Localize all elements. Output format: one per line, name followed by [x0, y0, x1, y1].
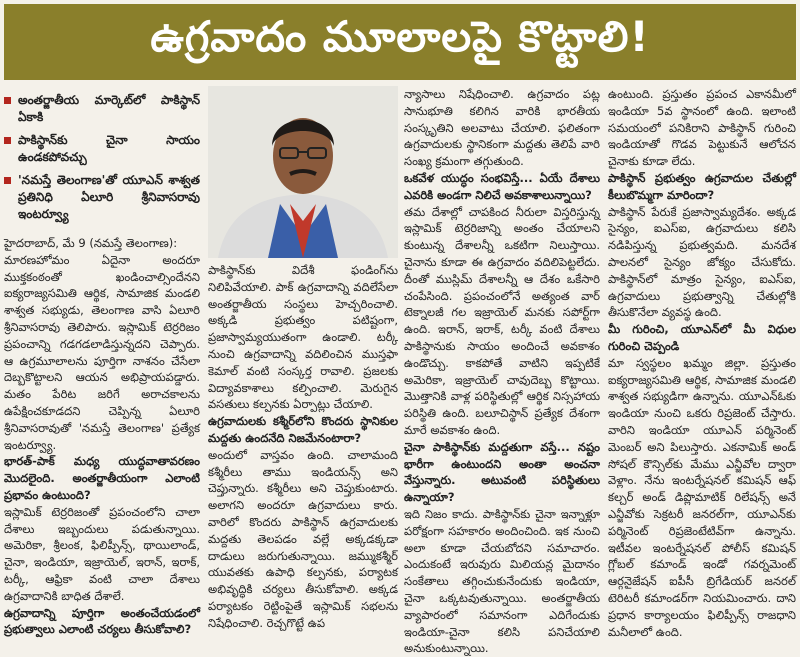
- article-paragraph: న్యాసాలు నిషేధించాలి. ఉగ్రవాదం పట్ల సానుభూతి కలిగిన వారికి భారతీయ సంస్కృతిని అలవాటు చేయాలి. ఫలితంగా ఉగ్రవాదులకు స్థానికంగా మద్దతు తెలిపే వారి సంఖ్య క్రమంగా తగ్గుతుంది.: [404, 87, 600, 169]
- highlight-item: [4, 172, 200, 223]
- interview-question: చైనా పాకిస్థాన్‌కు మద్దతుగా వస్తే... నష్టం భారీగా ఉంటుందని అంతా అంచనా వేస్తున్నారు. అటువంటి పరిస్థితులు ఉన్నాయా?: [404, 439, 600, 505]
- interview-question: మీ గురించి, యూఎన్‌లో మీ విధుల గురించి చెప్పండి: [608, 322, 796, 353]
- interview-question: పాకిస్థాన్ ప్రభుత్వం ఉగ్రవాదుల చేతుల్లో కీలుబొమ్మగా మారిందా?: [608, 170, 796, 202]
- highlight-text: 'నమస్తే తెలంగాణ'తో యూఎన్ శాశ్వత ప్రతినిధి ఏలూరి శ్రీనివాసరావు ఇంటర్వ్యూ: [18, 173, 200, 221]
- article-paragraph: ఇది నిజం కాదు. పాకిస్థాన్‌కు చైనా ఇన్నాళ్లూ పరోక్షంగా సహకారం అందించింది. ఇక నుంచి అలా కూడా చేయబోదని సమాచారం. ఎందుకంటే ఇరువురు మిలియన్ల మైదానం సంకేతాలు తగ్గించుకునేందుకు ఇండియా, చైనా ఒక్కటవుతున్నాయి. అంతర్జాతీయ వ్యాపారంలో సమానంగా ఎదిగేందుకు ఇండియా-చైనా కలిసి పనిచేయాలి అనుకుంటున్నాయి.: [404, 506, 600, 656]
- highlights-box: [4, 86, 200, 235]
- highlight-text: పాకిస్థాన్‌కు చైనా సాయం ఉండకపోవచ్చు: [18, 133, 200, 164]
- bullet-icon: [4, 97, 11, 104]
- highlight-item: [4, 92, 200, 126]
- highlight-item: [4, 132, 200, 166]
- article-paragraph: పాకిస్థాన్ పేరుకే ప్రజాస్వామ్యదేశం. అక్కడ సైన్యం, ఐఎస్ఐ, ఉగ్రవాదులు కలిసి నడిపిస్తున్న ప్రభుత్వమది. మనదేశ పాలనలో సైన్యం జోక్యం చేసుకోదు. పాకిస్థాన్‌లో మాత్రం సైన్యం, ఐఎస్ఐ, ఉగ్రవాదులు ప్రభుత్వాన్ని చేతుల్లోకి తీసుకొనేలా వ్యవస్థ ఉంది.: [608, 204, 796, 320]
- highlight-text: అంతర్జాతీయ మార్కెట్‌లో పాకిస్థాన్ ఏకాకి: [18, 93, 200, 124]
- article-paragraph: మా స్వస్థలం ఖమ్మం జిల్లా. ప్రస్తుతం ఐక్యరాజ్యసమితి ఆర్థిక, సామాజిక మండలి శాశ్వత సభ్యుడిగా ఉన్నాను. యూఎన్‌ఓకు ఇండియా నుంచి ఒకరు రిప్రజెంట్ చేస్తారు. వారిని ఇండియా యూఎన్ పర్మినెంట్ మెంబర్ అని పిలుస్తారు. ఎకనామిక్ అండ్ సోషల్ కౌన్సిల్‌కు మేము ఎన్జీవోల ద్వారా వెళ్లాం. నేను ఇంటర్నేషనల్ కమిషన్ ఆఫ్ కల్చర్ అండ్ డిప్లొమాటిక్ రిలేషన్స్ అనే ఎన్జీవోకు సెక్రటరీ జనరల్‌గా, యూఎన్‌కు పర్మినెంట్ రిప్రజెంటేటివ్‌గా ఉన్నాను. ఇటీవల ఇంటర్నేషనల్ పోలీస్ కమిషన్ గ్లోబల్ కమాండ్ ఇండో గవర్నమెంట్ ఆర్గనైజేషన్ ఐపీసీ బ్రిగేడియర్ జనరల్ టెరిటరీ కమాండర్‌గా నియమించారు. దాని ప్రధాన కార్యాలయం ఫిలిప్పీన్స్ రాజధాని మనీలాలో ఉంది.: [608, 355, 796, 639]
- article-paragraph: తమ దేశాల్లో చాపకింద నీరులా విస్తరిస్తున్న ఇస్లామిక్ టెర్రరిజాన్ని అంతం చేయాలని కుంటున్న దేశాలన్నీ ఒకటిగా నిలుస్తాయి. చైనాను కూడా ఈ ఉగ్రవాదం వదిలిపెట్టలేదు. దీంతో ముస్లిమ్ దేశాలన్నీ ఆ దేశం ఒకేసారి చంపేసింది. ప్రపంచంలోనే అత్యంత వార్ టెక్నాలజీ గల ఇజ్రాయెల్ మనకు సపోర్ట్‌గా ఉంది. ఇరాన్, ఇరాక్, టర్కీ వంటి దేశాలు పాకిస్థానుకు సాయం అందించే అవకాశం ఉండొచ్చు. కాకపోతే వాటిని ఇప్పటికే అమెరికా, ఇజ్రాయెల్ చావుదెబ్బ కొట్టాయి. మొత్తానికి వాళ్ల పరిస్థితుల్లో ఆర్థిక నిస్సహాయ పరిస్థితి ఉంది. బలూచిస్థాన్ ప్రత్యేక దేశంగా మారే అవకాశం ఉంది.: [404, 204, 600, 437]
- bullet-icon: [4, 177, 11, 184]
- column-4: [608, 86, 796, 639]
- article-paragraph: ఇస్లామిక్ టెర్రరిజంతో ప్రపంచంలోని చాలా దేశాలు ఇబ్బందులు పడుతున్నాయి. అమెరికా, శ్రీలంక, ఫిలిప్పీన్స్, థాయిలాండ్, చైనా, ఇండియా, ఇజ్రాయెల్, ఇరాన్, ఇరాక్, టర్కీ, ఆఫ్రికా వంటి చాలా దేశాలు ఉగ్రవాదానికి బాధిత దేశాలే.: [4, 504, 200, 603]
- article-paragraph: పాకిస్థాన్‌కు విదేశీ ఫండింగ్‌ను నిలిపివేయాలి. పాక్ ఉగ్రవాదాన్ని వదిలేసేలా అంతర్జాతీయ సంస్థలు హెచ్చరించాలి. అక్కడి ప్రభుత్వం పటిష్టంగా, ప్రజాస్వామ్యయుతంగా ఉండాలి. టర్కీ నుంచి ఉగ్రవాదాన్ని వదిలించిన ముస్తఫా కెమాల్ వంటి సంస్కర్త రావాలి. ప్రజలకు విద్యావకాశాలు కల్పించాలి. మెరుగైన వసతులు కల్పనకు ఏర్పాట్లు చేయాలి.: [208, 263, 398, 412]
- interview-question: ఉగ్రవాదులకు కశ్మీర్‌లోని కొందరు స్థానికుల మద్దతు ఉందనేది నిజమేనంటారా?: [208, 414, 398, 445]
- dateline: హైదరాబాద్, మే 9 (నమస్తే తెలంగాణ):: [4, 236, 178, 250]
- article-paragraph: అందులో వాస్తవం ఉంది. చాలామంది కశ్మీరీలు తాము ఇండియన్స్ అని చెప్తున్నారు. కశ్మీరీలు అని చెప్తుకుంటారు. అలాగని అందరూ ఉగ్రవాదులు కారు. వారిలో కొందరు పాకిస్థాన్ ఉగ్రవాదులకు మద్దతు తెలపడం వల్లే అక్కడక్కడా దాడులు జరుగుతున్నాయి. జమ్ముకశ్మీర్ యువతకు ఉపాధి కల్పనకు, పర్యాటక అభివృద్ధికి చర్యలు తీసుకోవాలి. అక్కడ పర్యాటకం రెట్టింపైతే ఇస్లామిక్ సభలను నిషేధించాలి. రెచ్చగొట్టే ఉప: [208, 447, 398, 630]
- interview-question: ఉగ్రవాదాన్ని పూర్తిగా అంతంచేయడంలో ప్రభుత్వాలు ఎలాంటి చర్యలు తీసుకోవాలి?: [4, 605, 200, 637]
- column-2: [208, 86, 398, 630]
- portrait-photo: [208, 86, 398, 258]
- interview-question: భారత్-పాక్ మధ్య యుద్ధవాతావరణం మొదలైంది. అంతర్జాతీయంగా ఎలాంటి ప్రభావం ఉంటుంది?: [4, 454, 200, 502]
- headline-banner: [4, 4, 796, 80]
- article-paragraph: ఉంటుంది. ప్రస్తుతం ప్రపంచ ఎకానమీలో ఇండియా 5వ స్థానంలో ఉంది. ఇలాంటి సమయంలో పనికిరాని పాకిస్థాన్ గురించి ఇండియాతో గొడవ పెట్టుకునే ఆలోచన చైనాకు కూడా లేదు.: [608, 87, 796, 169]
- column-1: [4, 86, 200, 637]
- interview-question: ఒకవేళ యుద్ధం సంభవిస్తే... ఏయే దేశాలు ఎవరికి అండగా నిలిచే అవకాశాలున్నాయి?: [404, 170, 600, 202]
- column-3: [404, 86, 600, 656]
- bullet-icon: [4, 137, 11, 144]
- headline-text: ఉగ్రవాదం మూలాలపై కొట్టాలి!: [150, 12, 650, 61]
- article-paragraph: మారణహోమం ఏదైనా అందరూ ముక్తకంఠంతో ఖండించాల్సిందేనని ఐక్యరాజ్యసమితి ఆర్థిక, సామాజిక మండలి శాశ్వత సభ్యుడు, తెలంగాణ వాసి ఏలూరి శ్రీనివాసరావు తెలిపారు. ఇస్లామిక్ టెర్రరిజం ప్రపంచాన్ని గడగడలాడిస్తున్నదని చెప్పారు. ఆ ఉగ్రమూలాలను పూర్తిగా నాశనం చేసేలా దెబ్బకొట్టాలని ఆయన అభిప్రాయపడ్డారు. మతం పేరిట జరిగే అరాచకాలను ఉపేక్షించకూడదని చెప్పిన్న ఏలూరి శ్రీనివాసరావుతో 'నమస్తే తెలంగాణ' ప్రత్యేక ఇంటర్వ్యూ.: [4, 252, 200, 452]
